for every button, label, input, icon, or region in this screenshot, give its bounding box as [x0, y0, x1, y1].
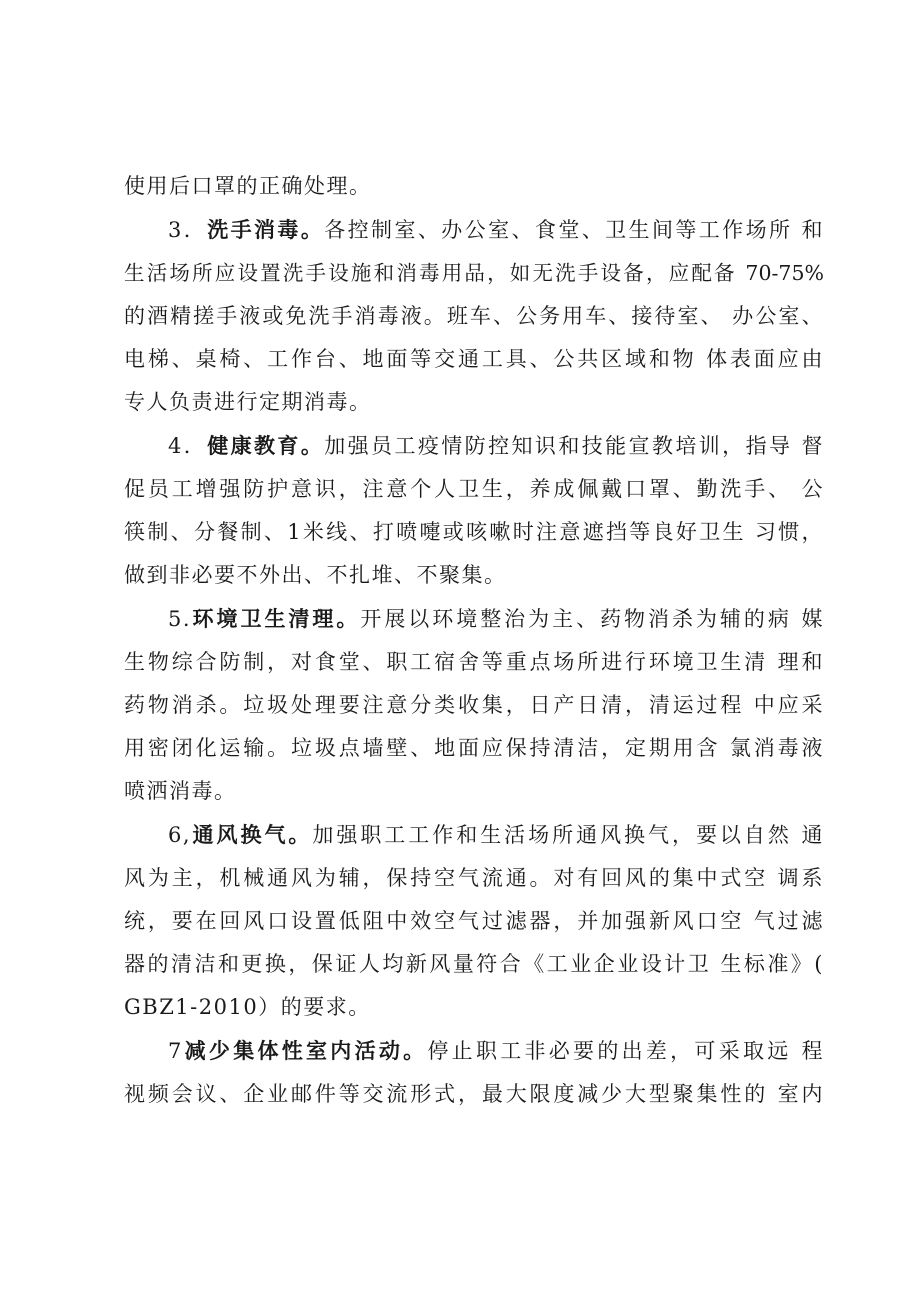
paragraph-line [124, 517, 824, 547]
item-heading: 健康教育。 [207, 433, 325, 458]
item-number: 5. [168, 607, 192, 631]
line-text: 风为主，机械通风为辅，保持空气流通。对有回风的集中式空 调系 [124, 866, 824, 890]
paragraph-line [124, 1079, 824, 1109]
paragraph-line [124, 387, 824, 417]
paragraph-heading-line [168, 604, 824, 634]
item-number: 7 [168, 1039, 183, 1063]
line-text: 统，要在回风口设置低阻中效空气过滤器，并加强新风口空 气过滤 [124, 909, 824, 933]
item-heading: 洗手消毒。 [207, 217, 325, 242]
line-text: GBZ1-2010）的要求。 [124, 995, 371, 1019]
paragraph-line [124, 344, 824, 374]
paragraph-line [124, 863, 824, 893]
line-text: 各控制室、办公室、食堂、卫生间等工作场所 和 [324, 218, 824, 242]
paragraph-line [124, 949, 824, 979]
item-number: 3． [168, 218, 208, 242]
paragraph-line [124, 776, 824, 806]
line-text: 喷洒消毒。 [124, 779, 237, 803]
paragraph-line [124, 733, 824, 763]
paragraph-line [124, 258, 824, 288]
line-text: 器的清洁和更换，保证人均新风量符合《工业企业设计卫 生标准》( [124, 952, 824, 976]
line-text: 生物综合防制，对食堂、职工宿舍等重点场所进行环境卫生清 理和 [124, 650, 824, 674]
paragraph-heading-line [168, 431, 824, 461]
item-heading: 减少集体性室内活动。 [182, 1038, 428, 1063]
line-text: 视频会议、企业邮件等交流形式，最大限度减少大型聚集性的 室内 [124, 1082, 824, 1106]
line-text: 生活场所应设置洗手设施和消毒用品，如无洗手设备，应配备 70-75% [124, 261, 824, 285]
line-text: 的酒精搓手液或免洗手消毒液。班车、公务用车、接待室、 办公室、 [124, 304, 824, 328]
line-text: 用密闭化运输。垃圾点墙壁、地面应保持清洁，定期用含 氯消毒液 [124, 736, 824, 760]
line-text: 药物消杀。垃圾处理要注意分类收集，日产日清，清运过程 中应采 [124, 693, 824, 717]
line-text: 加强员工疫情防控知识和技能宣教培训，指导 督 [324, 434, 824, 458]
paragraph-heading-line [168, 820, 824, 850]
line-text: 筷制、分餐制、1米线、打喷嚏或咳嗽时注意遮挡等良好卫生 习惯， [124, 520, 824, 544]
paragraph-line [124, 992, 824, 1022]
paragraph-line [124, 647, 824, 677]
item-number: 4． [168, 434, 208, 458]
paragraph-line [124, 560, 824, 590]
line-text: 使用后口罩的正确处理。 [124, 174, 372, 198]
paragraph-heading-line [168, 1036, 824, 1066]
item-number: 6, [168, 823, 192, 847]
item-heading: 通风换气。 [191, 822, 313, 847]
line-text: 加强职工工作和生活场所通风换气，要以自然 通 [312, 823, 824, 847]
paragraph-heading-line [168, 215, 824, 245]
line-text: 电梯、桌椅、工作台、地面等交通工具、公共区域和物 体表面应由 [124, 347, 824, 371]
line-text: 做到非必要不外出、不扎堆、不聚集。 [124, 563, 507, 587]
line-text: 停止职工非必要的出差，可采取远 程 [427, 1039, 824, 1063]
paragraph-line [124, 906, 824, 936]
item-heading: 环境卫生清理。 [191, 606, 361, 631]
line-text: 开展以环境整治为主、药物消杀为辅的病 媒 [360, 607, 825, 631]
line-text: 专人负责进行定期消毒。 [124, 390, 372, 414]
paragraph-line [124, 474, 824, 504]
paragraph-line [124, 301, 824, 331]
line-text: 促员工增强防护意识，注意个人卫生，养成佩戴口罩、勤洗手、 公 [124, 477, 824, 501]
paragraph-line [124, 690, 824, 720]
paragraph-line [124, 171, 824, 201]
